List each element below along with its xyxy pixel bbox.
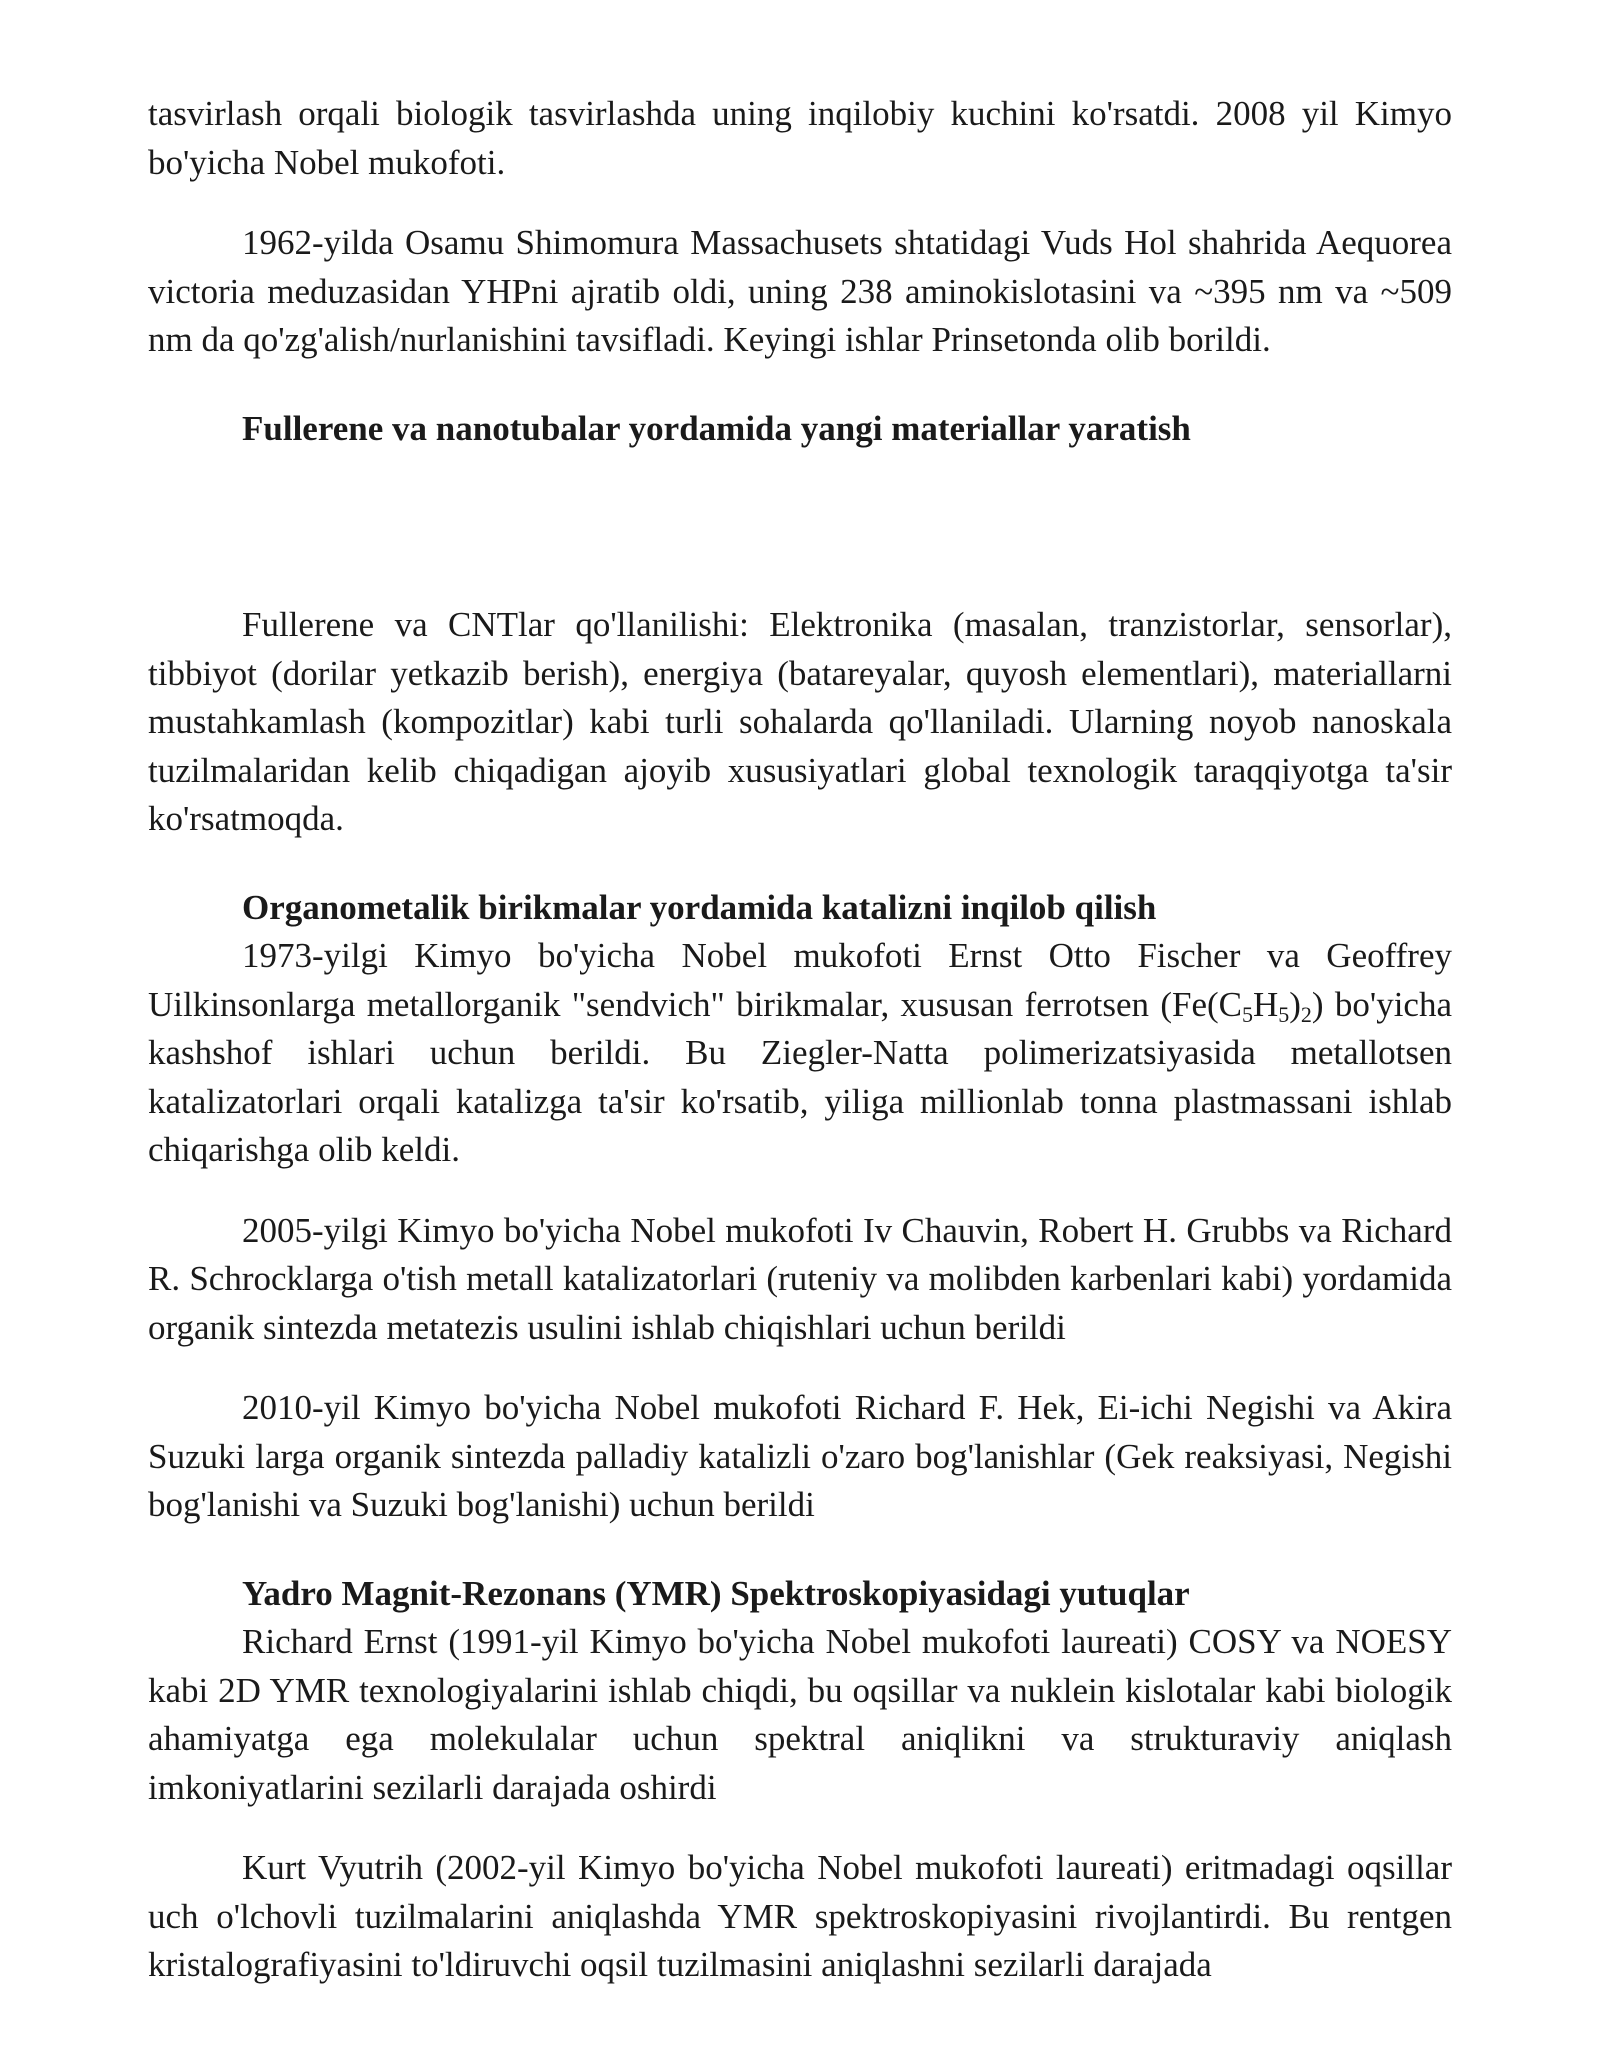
document-page: [148, 90, 1452, 1990]
paragraph-gfp-imaging-end: tasvirlash orqali biologik tasvirlashda uning inqilobiy kuchini ko'rsatdi. 2008 yil Kimyo bo'yicha Nobel mukofoti.: [148, 94, 1452, 182]
paragraph-fullerene-applications: Fullerene va CNTlar qo'llanilishi: Elektronika (masalan, tranzistorlar, sensorlar), tibbiyot (dorilar yetkazib berish), energiya (batareyalar, quyosh elementlari), materiallarni mustahkamlash (kompozitlar) kabi turli sohalarda qo'llaniladi. Ularning noyob nanoskala tuzilmalaridan kelib chiqadigan ajoyib xususiyatlari global texnologik taraqqiyotga ta'sir ko'rsatmoqda.: [148, 605, 1452, 838]
paragraph-ernst: Richard Ernst (1991-yil Kimyo bo'yicha Nobel mukofoti laureati) COSY va NOESY kabi 2D YMR texnologiyalarini ishlab chiqdi, bu oqsillar va nuklein kislotalar kabi biologik ahamiyatga ega molekulalar uchun spektral aniqlikni va strukturaviy aniqlash imkoniyatlarini sezilarli darajada oshirdi: [148, 1622, 1452, 1807]
text-segment: H: [1252, 984, 1279, 1024]
subscript: 2: [1300, 1001, 1312, 1027]
paragraph-nobel-2010: 2010-yil Kimyo bo'yicha Nobel mukofoti Richard F. Hek, Ei-ichi Negishi va Akira Suzuki larga organik sintezda palladiy katalizli o'zaro bog'lanishlar (Gek reaksiyasi, Negishi bog'lanishi va Suzuki bog'lanishi) uchun berildi: [148, 1388, 1452, 1524]
heading-organometallic-catalysis: Organometalik birikmalar yordamida katalizni inqilob qilish: [242, 887, 1157, 927]
paragraph-shimomura: 1962-yilda Osamu Shimomura Massachusets shtatidagi Vuds Hol shahrida Aequorea victoria meduzasidan YHPni ajratib oldi, uning 238 aminokislotasini va ~395 nm va ~509 nm da qo'zg'alish/nurlanishini tavsifladi. Keyingi ishlar Prinsetonda olib borildi.: [148, 223, 1452, 359]
paragraph-wuthrich: Kurt Vyutrih (2002-yil Kimyo bo'yicha Nobel mukofoti laureati) eritmadagi oqsillar uch o'lchovli tuzilmalarini aniqlashda YMR spektroskopiyasini rivojlantirdi. Bu rentgen kristalografiyasini to'ldiruvchi oqsil tuzilmasini aniqlashni sezilarli darajada: [148, 1848, 1452, 1984]
subscript: 5: [1278, 1001, 1290, 1027]
text-segment: ) bo'yicha kashshof ishlari uchun berildi. Bu Ziegler-Natta polimerizatsiyasida metallotsen katalizatorlari orqali katalizga ta'sir ko'rsatib, yiliga millionlab tonna plastmassani ishlab chiqarishga olib keldi.: [148, 984, 1452, 1169]
subscript: 5: [1241, 1001, 1253, 1027]
text-segment: 1973-yilgi Kimyo bo'yicha Nobel mukofoti Ernst Otto Fischer va Geoffrey Uilkinsonlarga metallorganik "sendvich" birikmalar, xususan ferrotsen (Fe(C: [148, 936, 1452, 1024]
heading-fullerene-nanotubes: Fullerene va nanotubalar yordamida yangi materiallar yaratish: [242, 408, 1191, 448]
heading-nmr-spectroscopy: Yadro Magnit-Rezonans (YMR) Spektroskopiyasidagi yutuqlar: [242, 1573, 1190, 1613]
paragraph-nobel-1973: [148, 932, 1452, 1175]
paragraph-nobel-2005: 2005-yilgi Kimyo bo'yicha Nobel mukofoti Iv Chauvin, Robert H. Grubbs va Richard R. Schrocklarga o'tish metall katalizatorlari (ruteniy va molibden karbenlari kabi) yordamida organik sintezda metatezis usulini ishlab chiqishlari uchun berildi: [148, 1210, 1452, 1347]
text-segment: ): [1289, 984, 1301, 1024]
